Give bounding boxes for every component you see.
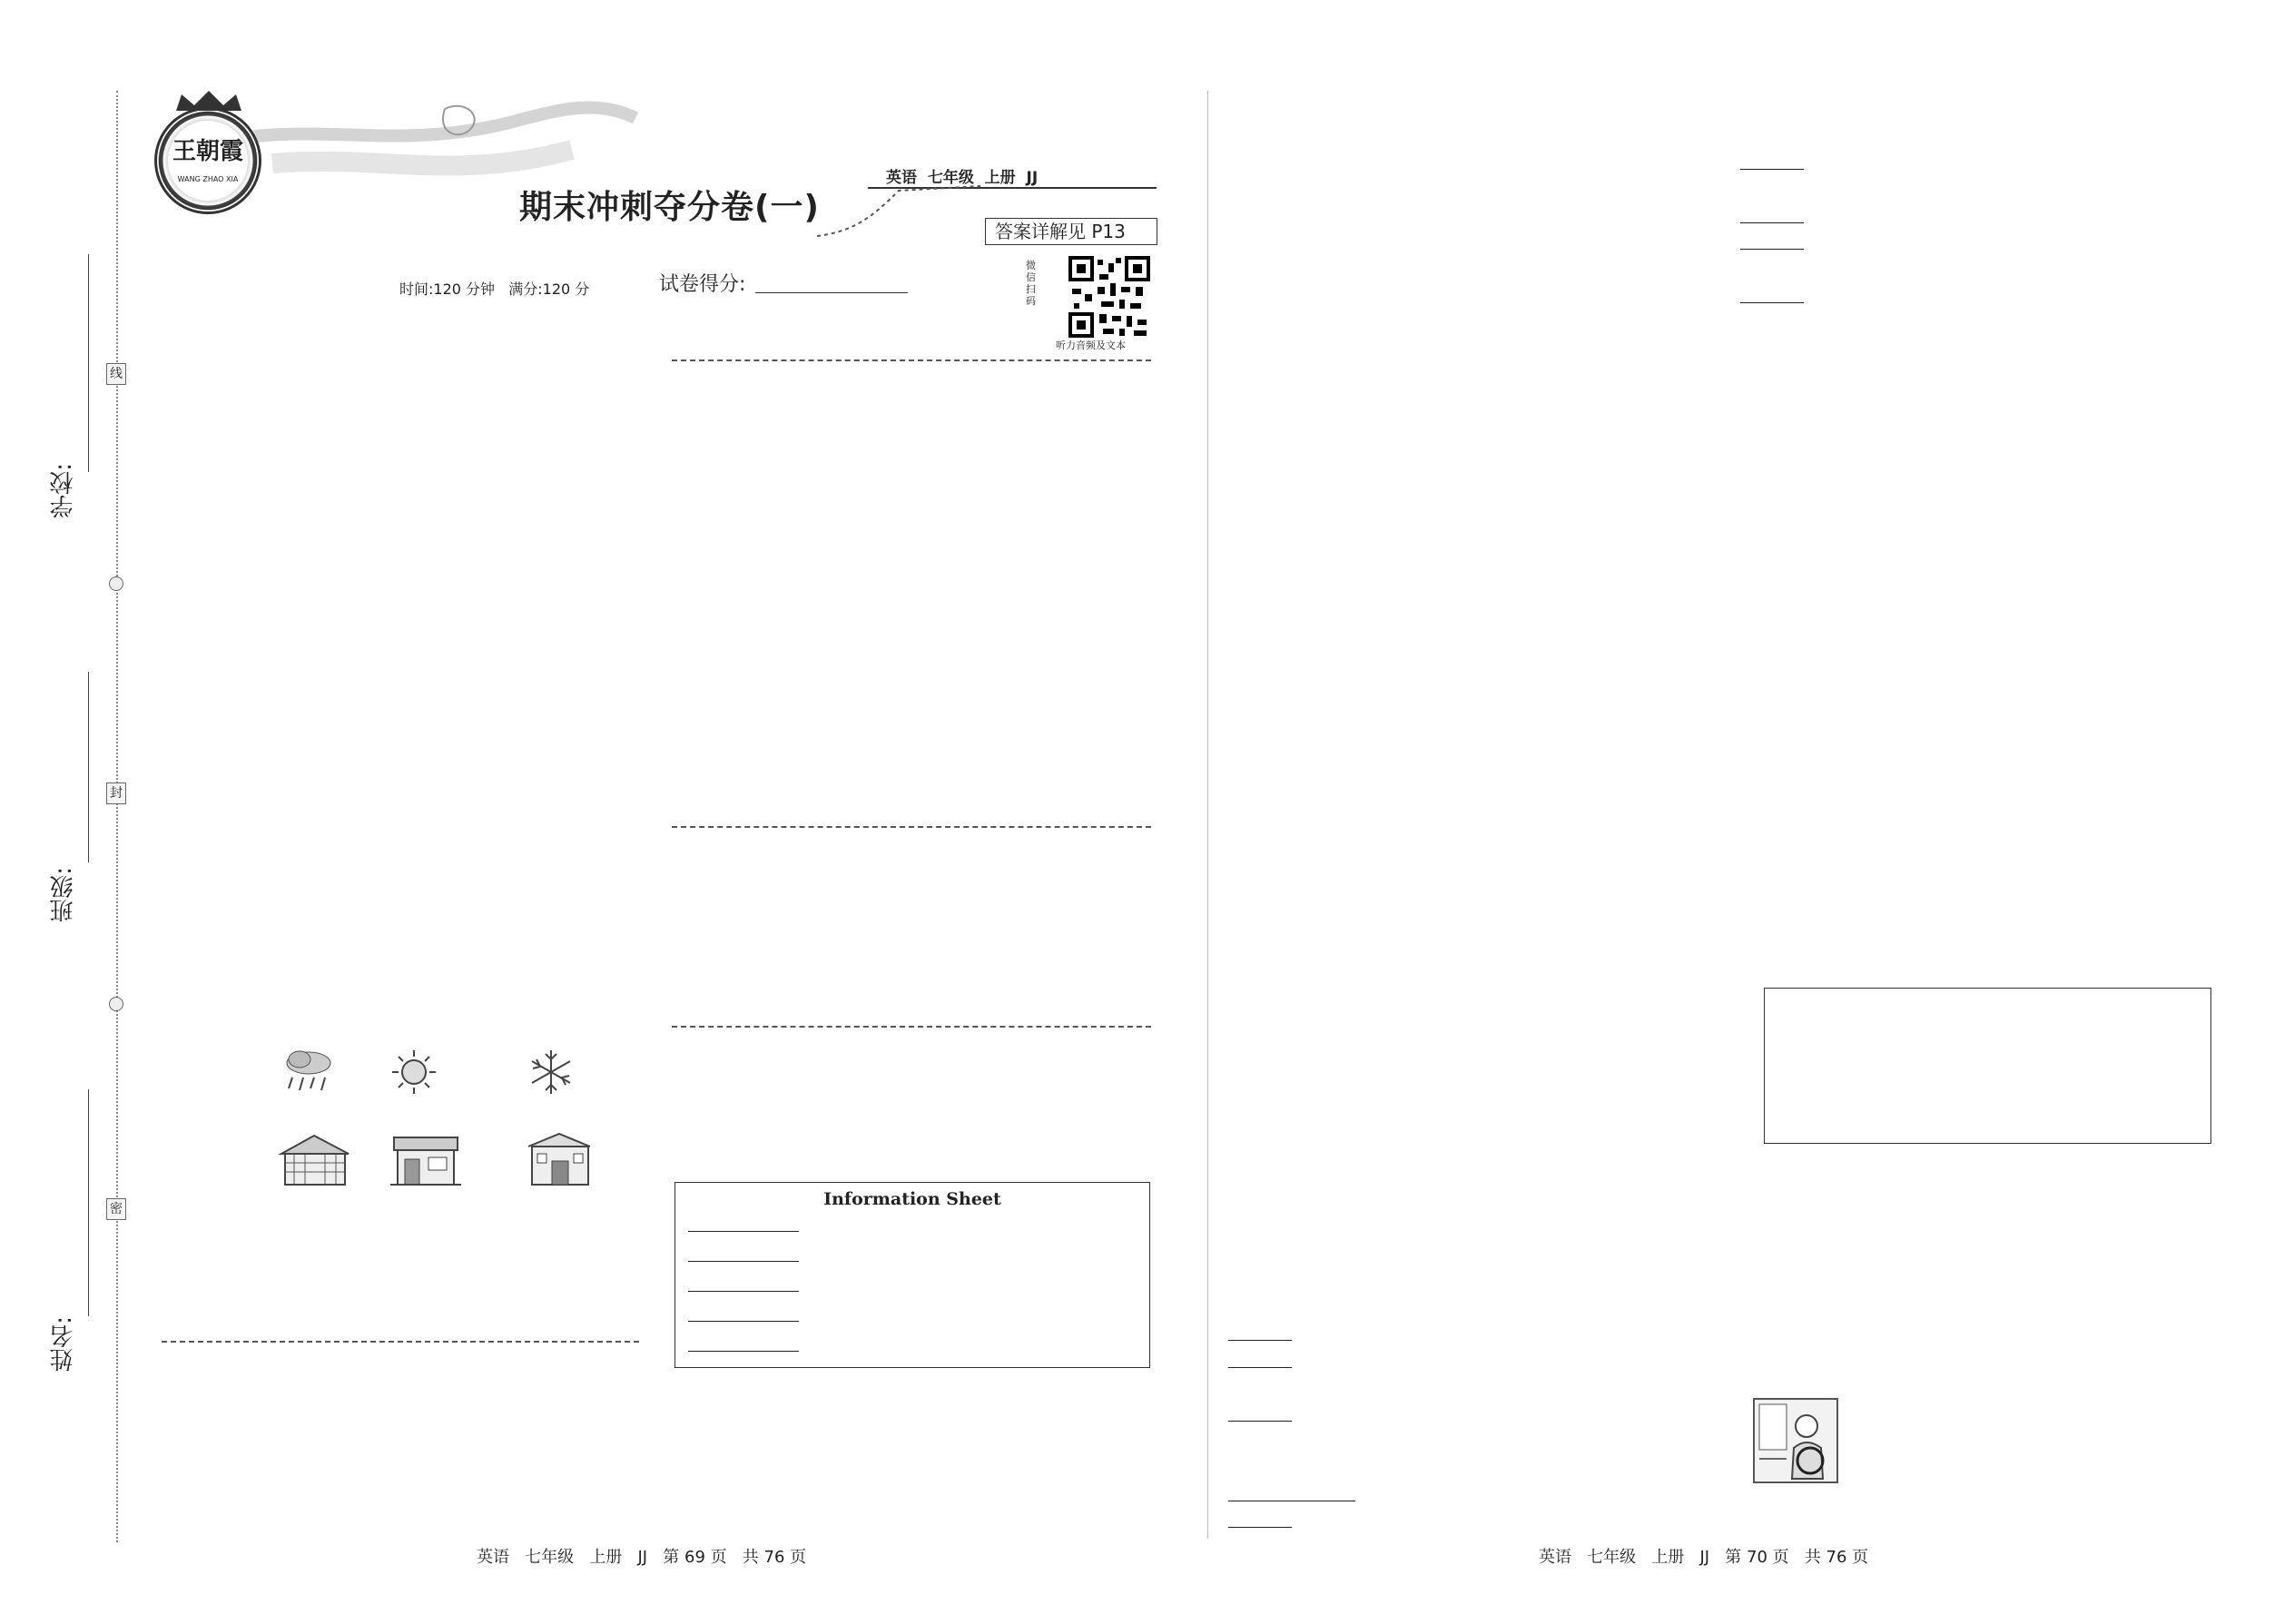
- text-line: [162, 894, 645, 920]
- text-line: [162, 467, 645, 493]
- option-group: [1292, 764, 1691, 791]
- page-footer-right: 英语 七年级 上册 JJ 第 70 页 共 76 页: [1539, 1548, 1869, 1567]
- option-group: [1292, 444, 1691, 470]
- option-group: [1292, 657, 1691, 684]
- text-line: [672, 841, 1157, 875]
- option-group: [1804, 1334, 2203, 1361]
- option-group: [1804, 1227, 2203, 1254]
- text-line: [1740, 659, 2227, 694]
- cloze-blank[interactable]: [1740, 169, 1804, 170]
- passage-line: [1740, 151, 2227, 177]
- text-line: [1228, 1085, 1709, 1111]
- binding-line: [116, 91, 118, 1542]
- shop-icon[interactable]: [387, 1128, 465, 1196]
- option-group: [1292, 1058, 1691, 1084]
- separator: [672, 826, 1151, 828]
- name-field[interactable]: [88, 1089, 89, 1316]
- school-field[interactable]: [88, 254, 89, 472]
- header-flourish: [817, 182, 980, 245]
- text-line: [672, 1000, 1157, 1027]
- passage-line: [1740, 284, 2227, 310]
- info-row: [681, 1244, 806, 1270]
- information-sheet-title: Information Sheet: [823, 1189, 1001, 1209]
- option-group: [1804, 1255, 2203, 1281]
- option-group: [1292, 418, 1691, 444]
- option-group: [1292, 97, 1691, 123]
- option-group: [1292, 951, 1691, 978]
- house-icon[interactable]: [519, 1128, 597, 1196]
- option-group: [1804, 606, 2203, 633]
- option-group: [735, 707, 1135, 733]
- option-group: [735, 440, 1135, 467]
- text-line: [162, 681, 645, 715]
- page-title: 期末冲刺夺分卷(一): [519, 189, 820, 226]
- option-group: [225, 414, 625, 440]
- text-line: [1228, 257, 1709, 283]
- text-line: [1740, 1334, 2227, 1369]
- info-row: [681, 1214, 806, 1240]
- option-group: [225, 787, 625, 813]
- text-line: [672, 707, 1157, 742]
- option-group: [1292, 204, 1691, 231]
- text-line: [162, 1197, 645, 1224]
- text-line: [1228, 1165, 1709, 1199]
- fill-blank[interactable]: [688, 1244, 799, 1262]
- fill-blank[interactable]: [688, 1334, 799, 1352]
- clue-box: [1764, 988, 2211, 1144]
- passage-line: [1228, 1349, 1709, 1375]
- information-sheet: [674, 1182, 1150, 1368]
- name-label: 姓名:: [50, 1316, 77, 1372]
- fill-blank[interactable]: [688, 1274, 799, 1292]
- qr-side-label: 微信扫码: [1026, 260, 1036, 307]
- text-line: [672, 1054, 1157, 1080]
- text-line: [672, 1447, 1157, 1473]
- passage-line: [1228, 1403, 1709, 1429]
- option-group: [1804, 340, 2203, 366]
- text-line: [1228, 364, 1709, 390]
- class-field[interactable]: [88, 672, 89, 862]
- option-group: [225, 841, 625, 867]
- option-group: [1292, 524, 1691, 550]
- option-group: [1804, 553, 2203, 579]
- option-group: [225, 733, 625, 760]
- fill-blank[interactable]: [688, 1304, 799, 1322]
- separator: [162, 1341, 639, 1343]
- passage-line: [1228, 1322, 1709, 1348]
- option-group: [1292, 1138, 1691, 1165]
- brand-logo: [154, 107, 261, 214]
- option-group: [735, 1028, 1135, 1054]
- info-row: [681, 1304, 806, 1330]
- page-footer-left: 英语 七年级 上册 JJ 第 69 页 共 76 页: [477, 1548, 807, 1567]
- qr-caption: 听力音频及文本: [1056, 340, 1126, 351]
- answer-reference: 答案详解见 P13: [985, 218, 1157, 245]
- cloze-blank[interactable]: [1740, 222, 1804, 223]
- text-line: [672, 414, 1157, 440]
- binding-stamp-secret: 密: [106, 1198, 126, 1220]
- option-group: [1804, 659, 2203, 685]
- cloze-blank[interactable]: [1228, 1421, 1292, 1422]
- snowflake-icon[interactable]: [524, 1047, 578, 1105]
- text-line: [672, 467, 1157, 493]
- rain-icon[interactable]: [281, 1048, 336, 1103]
- building-icon[interactable]: [276, 1128, 354, 1196]
- option-group: [735, 387, 1135, 413]
- crown-icon: [172, 89, 245, 113]
- option-group: [735, 787, 1135, 813]
- option-group: [1804, 1174, 2203, 1200]
- option-group: [1292, 631, 1691, 657]
- option-group: [1804, 473, 2203, 499]
- text-line: [672, 494, 1157, 528]
- option-group: [1804, 499, 2203, 526]
- text-line: [1740, 1147, 2227, 1174]
- text-line: [672, 761, 1157, 787]
- cloze-blank[interactable]: [1228, 1367, 1292, 1368]
- cloze-blank[interactable]: [1228, 1527, 1292, 1528]
- option-group: [1804, 419, 2203, 446]
- brand-logo-subtext: WANG ZHAO XIA: [177, 175, 239, 183]
- text-line: [162, 787, 645, 822]
- binding-stamp-line: 线: [106, 363, 126, 385]
- brand-logo-text: 王朝霞: [172, 138, 243, 165]
- info-row: [681, 1334, 806, 1360]
- score-field[interactable]: [755, 292, 908, 293]
- class-label: 班级:: [50, 867, 77, 922]
- option-group: [1804, 392, 2203, 418]
- passage-line: [1228, 1509, 1709, 1535]
- passage-line: [1228, 1482, 1709, 1509]
- option-group: [1804, 526, 2203, 552]
- qr-code-icon[interactable]: [1068, 256, 1150, 338]
- text-line: [1740, 1281, 2227, 1307]
- option-group: [735, 494, 1135, 520]
- text-line: [672, 627, 1157, 662]
- passage-line: [1740, 231, 2227, 257]
- text-line: [1228, 818, 1709, 844]
- text-line: [1740, 1201, 2227, 1227]
- text-line: [1228, 151, 1709, 177]
- fill-blank[interactable]: [688, 1214, 799, 1232]
- text-line: [162, 733, 645, 768]
- info-row: [681, 1274, 806, 1300]
- option-group: [1804, 1307, 2203, 1334]
- option-group: [1292, 231, 1691, 257]
- text-line: [672, 681, 1157, 707]
- passage-line: [1740, 204, 2227, 231]
- option-group: [735, 1081, 1135, 1107]
- binding-stamp-seal: 封: [106, 782, 126, 804]
- sun-icon[interactable]: [387, 1048, 441, 1103]
- option-group: [1292, 123, 1691, 150]
- option-group: [225, 440, 625, 467]
- option-group: [225, 387, 625, 413]
- text-line: [162, 841, 645, 875]
- text-line: [672, 360, 1157, 387]
- text-line: [1228, 684, 1709, 711]
- option-group: [1804, 633, 2203, 659]
- option-group: [225, 681, 625, 707]
- text-line: [672, 894, 1157, 920]
- text-line: [162, 547, 645, 574]
- binding-hole: [109, 576, 123, 591]
- option-group: [1804, 446, 2203, 472]
- separator: [672, 1026, 1151, 1028]
- option-group: [1292, 1031, 1691, 1058]
- text-line: [162, 1304, 645, 1330]
- option-group: [1292, 551, 1691, 577]
- school-label: 学校:: [50, 463, 77, 518]
- option-group: [1292, 924, 1691, 950]
- option-group: [1292, 791, 1691, 817]
- text-line: [672, 1081, 1157, 1116]
- text-line: [1228, 577, 1709, 604]
- option-group: [1804, 312, 2203, 339]
- option-group: [1292, 1165, 1691, 1191]
- separator: [672, 359, 1151, 361]
- option-group: [1292, 338, 1691, 364]
- text-line: [1228, 471, 1709, 497]
- cloze-blank[interactable]: [1228, 1340, 1292, 1341]
- score-label: 试卷得分:: [659, 273, 746, 296]
- option-group: [1804, 579, 2203, 605]
- cloze-blank[interactable]: [1740, 302, 1804, 303]
- time-info: 时间:120 分钟 满分:120 分: [399, 281, 590, 298]
- page-spine: [1207, 91, 1208, 1539]
- cloze-blank[interactable]: [1740, 249, 1804, 250]
- text-line: [1228, 978, 1709, 1004]
- option-group: [1292, 310, 1691, 337]
- subject-bar: 英语 七年级 上册 JJ: [886, 169, 1039, 187]
- option-group: [735, 841, 1135, 867]
- text-line: [672, 600, 1157, 626]
- option-group: [735, 627, 1135, 654]
- binding-hole: [109, 997, 123, 1011]
- bus-driver-illustration: [1750, 1395, 1841, 1486]
- option-group: [1804, 366, 2203, 392]
- text-line: [162, 1411, 645, 1437]
